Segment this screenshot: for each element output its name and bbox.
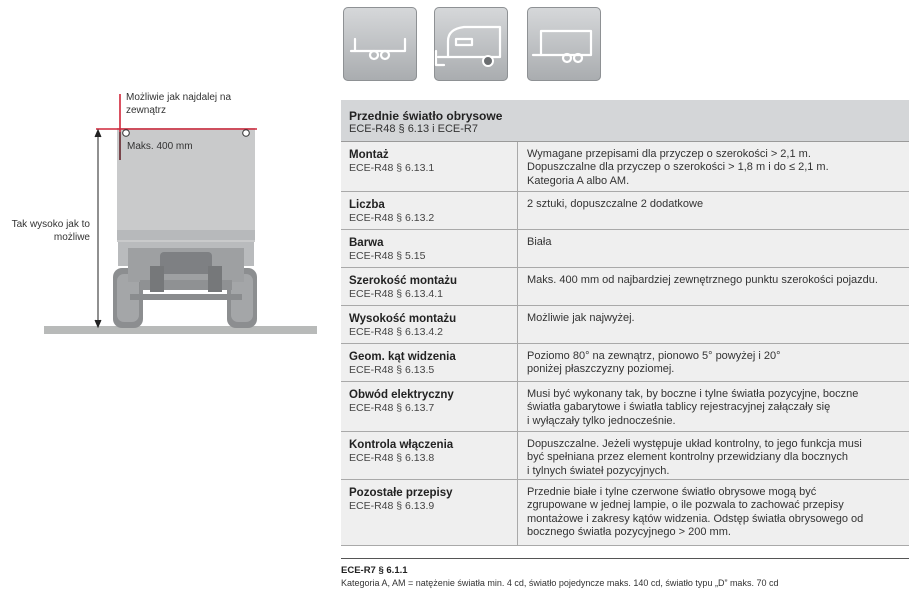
row-ref: ECE-R48 § 6.13.9 [349, 500, 435, 512]
row-name: Liczba [349, 199, 385, 211]
table-row [341, 382, 909, 432]
table-row [341, 344, 909, 382]
table-row [341, 432, 909, 480]
row-name: Wysokość montażu [349, 313, 457, 325]
table-row [341, 480, 909, 546]
left-front-marker-lamp [123, 130, 130, 137]
table-row [341, 268, 909, 306]
row-ref: ECE-R48 § 6.13.2 [349, 212, 435, 224]
table-row [341, 306, 909, 344]
table-row [341, 230, 909, 268]
row-name: Montaż [349, 149, 389, 161]
row-ref: ECE-R48 § 6.13.1 [349, 162, 435, 174]
row-value: 2 sztuki, dopuszczalne 2 dodatkowe [527, 198, 704, 210]
right-front-marker-lamp [243, 130, 250, 137]
row-ref: ECE-R48 § 6.13.5 [349, 364, 435, 376]
table-header [341, 100, 909, 142]
box-trailer-icon [527, 7, 601, 81]
row-value: Możliwie jak najwyżej. [527, 312, 635, 324]
row-value: Biała [527, 236, 552, 248]
table-row [341, 142, 909, 192]
row-value: Wymagane przepisami dla przyczep o szerokości > 2,1 m. Dopuszczalne dla przyczep o szerokości > 1,8 m i do ≤ 2,1 m. Kategoria A albo AM. [527, 148, 829, 187]
row-ref: ECE-R48 § 6.13.4.1 [349, 288, 443, 300]
row-name: Kontrola włączenia [349, 439, 454, 451]
spec-table [341, 100, 909, 546]
row-value: Musi być wykonany tak, by boczne i tylne światła pozycyjne, boczne światła gabarytowe i światła tablicy rejestracyjnej załączały się i wyłączały tylko jednocześnie. [527, 388, 859, 427]
table-reference: ECE-R48 § 6.13 i ECE-R7 [349, 123, 478, 135]
row-name: Szerokość montażu [349, 275, 457, 287]
table-title: Przednie światło obrysowe [349, 109, 503, 123]
row-value: Maks. 400 mm od najbardziej zewnętrznego punktu szerokości pojazdu. [527, 274, 878, 286]
row-name: Obwód elektryczny [349, 389, 454, 401]
row-name: Barwa [349, 237, 384, 249]
flatbed-trailer-icon [343, 7, 417, 81]
row-value: Poziomo 80° na zewnątrz, pionowo 5° powyżej i 20° poniżej płaszczyzny poziomej. [527, 350, 781, 376]
footnote-text: Kategoria A, AM = natężenie światła min. 4 cd, światło pojedyncze maks. 140 cd, światło typu „D” maks. 70 cd [341, 578, 779, 588]
row-name: Geom. kąt widzenia [349, 351, 456, 363]
row-ref: ECE-R48 § 6.13.7 [349, 402, 435, 414]
ground [44, 326, 317, 334]
label-max-distance: Maks. 400 mm [127, 141, 193, 152]
label-height: Tak wysoko jak to możliwe [11, 219, 90, 243]
row-name: Pozostałe przepisy [349, 487, 453, 499]
row-ref: ECE-R48 § 6.13.8 [349, 452, 435, 464]
row-ref: ECE-R48 § 5.15 [349, 250, 426, 262]
trailer-rear-drawing [0, 80, 320, 340]
caravan-icon [434, 7, 508, 81]
height-dimension-arrow [95, 130, 101, 327]
footnote-title: ECE-R7 § 6.1.1 [341, 565, 408, 576]
row-ref: ECE-R48 § 6.13.4.2 [349, 326, 443, 338]
row-value: Dopuszczalne. Jeżeli występuje układ kontrolny, to jego funkcja musi być spełniana przez element kontrolny przewidziany dla bocznych i tylnych świateł pozycyjnych. [527, 438, 862, 477]
table-row [341, 192, 909, 230]
row-value: Przednie białe i tylne czerwone światło obrysowe mogą być zgrupowane w jednej lampie, o ile pozwala to zachować przepisy montażowe i zakresy kątów widzenia. Odstęp światła obrysowego od bocznego światła pozycyjnego > 200 mm. [527, 486, 864, 538]
label-outward: Możliwie jak najdalej na zewnątrz [126, 92, 232, 116]
footnote [341, 558, 909, 589]
